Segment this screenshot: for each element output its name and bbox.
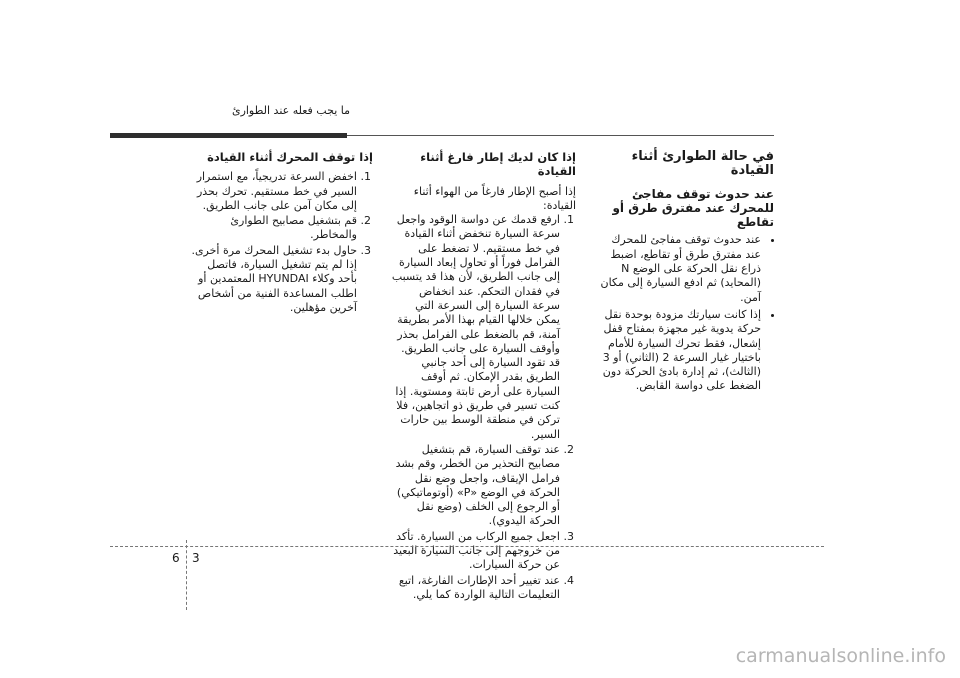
chapter-number: 6 — [172, 551, 180, 565]
left-column-steps — [186, 170, 373, 315]
section-header: ما يجب فعله عند الطوارئ — [231, 104, 350, 117]
list-item: • إذا كانت سيارتك مزودة بوحدة نقل حركة يدوية غير مجهزة بمفتاح قفل إشعال، فقط تحرك السيارة للأمام باختيار غيار السرعة 2 (الثاني) أو 3 (الثالث)، ثم إدارة بادئ الحركة دون الضغط على دواسة القابض. — [596, 308, 761, 394]
right-column — [596, 150, 774, 397]
watermark: carmanualsonline.info — [735, 645, 946, 667]
list-item: 1. ارفع قدمك عن دواسة الوقود واجعل سرعة السيارة تنخفض أثناء القيادة في خط مستقيم. لا تضغط على الفرامل فوراً أو تحاول إبعاد السيارة إلى جانب الطريق، لأن هذا قد يتسبب في فقدان التحكم. عند انخفاض سرعة السيارة إلى السرعة التي يمكن خلالها القيام بهذا الأمر بطريقة آمنة، قم بالضغط على الفرامل بحذر وأوقف السيارة على جانب الطريق. قد تقود السيارة إلى أحد جانبي الطريق بقدر الإمكان. ثم أوقف السيارة على أرض ثابتة ومستوية. إذا كنت تسير في طريق ذو اتجاهين، فلا تركن في منطقة الوسط بين حارات السير. — [389, 213, 560, 442]
middle-column-intro: إذا أصبح الإطار فارغاً من الهواء أثناء القيادة: — [413, 184, 576, 212]
left-column-title: إذا توقف المحرك أثناء القيادة — [207, 150, 373, 164]
right-column-bullets — [596, 233, 774, 393]
list-item: • عند حدوث توقف مفاجئ للمحرك عند مفترق طرق أو تقاطع، اضبط ذراع نقل الحركة على الوضع N (المحايد) ثم ادفع السيارة إلى مكان آمن. — [596, 233, 761, 304]
middle-column-steps — [389, 213, 576, 602]
header-divider — [347, 135, 774, 136]
header-bar — [110, 133, 347, 138]
footer-page-divider — [186, 540, 187, 610]
list-item: 2. قم بتشغيل مصابيح الطوارئ والمخاطر. — [186, 214, 357, 243]
right-column-subtitle: عند حدوث توقف مفاجئ للمحرك عند مفترق طرق أو تقاطع — [612, 186, 774, 230]
right-column-title: في حالة الطوارئ أثناء القيادة — [631, 149, 774, 179]
middle-column — [389, 150, 576, 603]
page-number: 3 — [192, 551, 200, 565]
list-item: 1. اخفض السرعة تدريجياً، مع استمرار السير في خط مستقيم. تحرك بحذر إلى مكان آمن على جانب الطريق. — [186, 170, 357, 213]
list-item: 3. حاول بدء تشغيل المحرك مرة أخرى. إذا لم يتم تشغيل السيارة، فاتصل بأحد وكلاء HYUNDAI المعتمدين أو اطلب المساعدة الفنية من أشخاص آخرين مؤهلين. — [186, 244, 357, 315]
middle-column-title: إذا كان لديك إطار فارغ أثناء القيادة — [420, 150, 576, 179]
list-item: 4. عند تغيير أحد الإطارات الفارغة، اتبع التعليمات التالية الواردة كما يلي. — [389, 574, 560, 603]
list-item: 2. عند توقف السيارة، قم بتشغيل مصابيح التحذير من الخطر، وقم بشد فرامل الإيقاف، واجعل وضع نقل الحركة في الوضع «P» (أوتوماتيكي) أو الرجوع إلى الخلف (وضع نقل الحركة اليدوي). — [389, 443, 560, 529]
list-item: 3. اجعل جميع الركاب من السيارة. تأكد من خروجهم إلى جانب السيارة البعيد عن حركة السيارات. — [389, 530, 560, 573]
left-column — [186, 150, 373, 316]
footer-divider — [110, 546, 824, 547]
